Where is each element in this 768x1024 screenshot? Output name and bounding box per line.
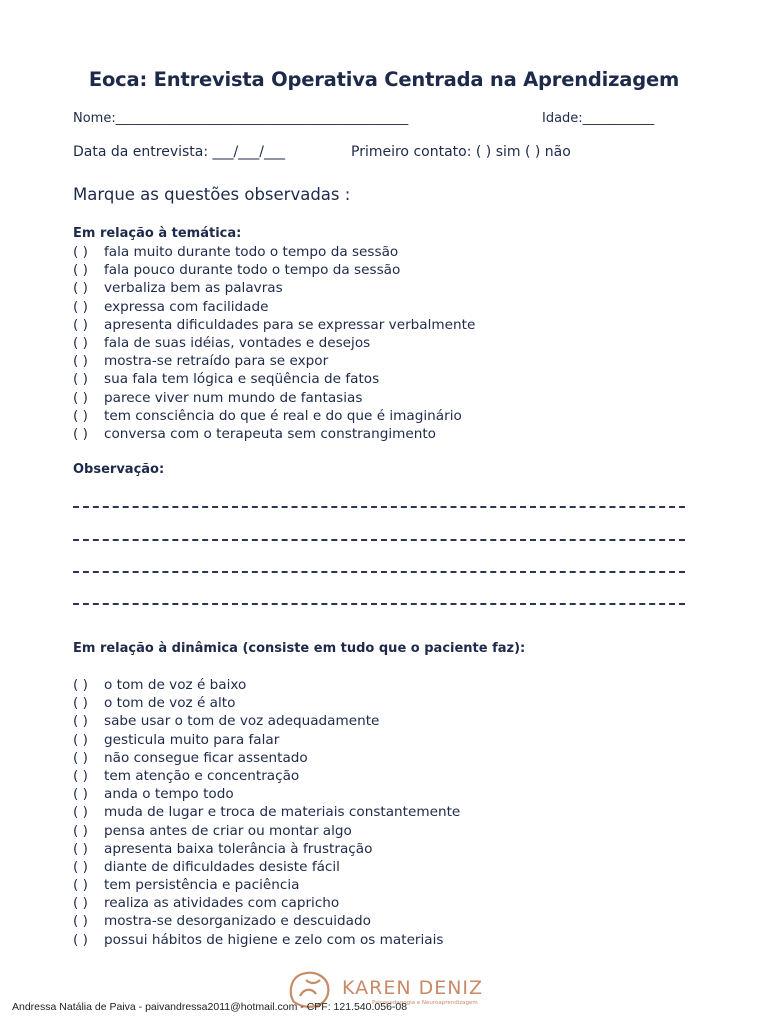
checkbox-mark[interactable]: ( ) (73, 389, 88, 406)
checkbox-mark[interactable]: ( ) (73, 407, 88, 424)
instruction-text: Marque as questões observadas : (73, 185, 351, 204)
checkbox-mark[interactable]: ( ) (73, 749, 88, 766)
checkbox-mark[interactable]: ( ) (73, 262, 88, 279)
checkbox-mark[interactable]: ( ) (73, 371, 88, 388)
checkbox-mark[interactable]: ( ) (73, 895, 88, 912)
observacao-line (73, 539, 685, 541)
checkbox-mark[interactable]: ( ) (73, 786, 88, 803)
page-title: Eoca: Entrevista Operativa Centrada na Aprendizagem (88, 68, 680, 91)
checklist-item-label: fala de suas idéias, vontades e desejos (104, 334, 371, 351)
checkbox-mark[interactable]: ( ) (73, 840, 88, 857)
checkbox-mark[interactable]: ( ) (73, 316, 88, 333)
checklist-item (73, 785, 460, 803)
checklist-item (73, 694, 460, 712)
checkbox-mark[interactable]: ( ) (73, 334, 88, 351)
checklist-item (73, 803, 460, 821)
checklist-item (73, 931, 460, 949)
primeiro-contato-field: Primeiro contato: ( ) sim ( ) não (351, 144, 571, 160)
checklist-item-label: diante de dificuldades desiste fácil (104, 858, 340, 875)
checklist-item-label: o tom de voz é baixo (104, 677, 247, 693)
idade-field: Idade:___________ (542, 111, 655, 126)
checklist-item (73, 712, 460, 730)
checklist-item (73, 298, 475, 316)
checklist-item-label: possui hábitos de higiene e zelo com os materiais (104, 931, 444, 948)
checklist-item-label: o tom de voz é alto (104, 695, 236, 712)
checklist-item (73, 731, 460, 749)
checklist-item (73, 767, 460, 785)
tematica-list (73, 243, 475, 443)
observacao-line (73, 603, 685, 605)
checklist-item (73, 840, 460, 858)
observacao-line (73, 506, 685, 508)
checklist-item (73, 370, 475, 388)
checkbox-mark[interactable]: ( ) (73, 913, 88, 930)
checkbox-mark[interactable]: ( ) (73, 713, 88, 730)
checklist-item-label: tem persistência e paciência (104, 877, 300, 894)
logo-name: KAREN DENIZ (342, 977, 484, 999)
checkbox-mark[interactable]: ( ) (73, 877, 88, 894)
checkbox-mark[interactable]: ( ) (73, 804, 88, 821)
checklist-item (73, 352, 475, 370)
checkbox-mark[interactable]: ( ) (73, 353, 88, 370)
checklist-item-label: apresenta dificuldades para se expressar verbalmente (104, 316, 476, 333)
checklist-item (73, 822, 460, 840)
checklist-item (73, 243, 475, 261)
checklist-item (73, 425, 475, 443)
checklist-item (73, 279, 475, 297)
checklist-item-label: mostra-se desorganizado e descuidado (104, 913, 371, 930)
checklist-item (73, 334, 475, 352)
checklist-item-label: sua fala tem lógica e seqüência de fatos (104, 371, 380, 388)
dinamica-heading: Em relação à dinâmica (consiste em tudo que o paciente faz): (73, 641, 526, 656)
checklist-item (73, 407, 475, 425)
checklist-item-label: fala muito durante todo o tempo da sessão (104, 244, 399, 260)
checkbox-mark[interactable]: ( ) (73, 280, 88, 297)
checklist-item (73, 858, 460, 876)
checkbox-mark[interactable]: ( ) (73, 931, 88, 948)
checklist-item-label: tem atenção e concentração (104, 767, 300, 784)
checklist-item-label: parece viver num mundo de fantasias (104, 389, 363, 406)
checklist-item (73, 912, 460, 930)
checklist-item-label: muda de lugar e troca de materiais constantemente (104, 804, 461, 821)
checkbox-mark[interactable]: ( ) (73, 695, 88, 712)
checklist-item-label: pensa antes de criar ou montar algo (104, 822, 352, 839)
checklist-item (73, 261, 475, 279)
checklist-item (73, 894, 460, 912)
checklist-item-label: realiza as atividades com capricho (104, 895, 340, 912)
checklist-item-label: apresenta baixa tolerância à frustração (104, 840, 373, 857)
checklist-item (73, 676, 460, 694)
checklist-item (73, 316, 475, 334)
data-entrevista-field: Data da entrevista: ___/___/___ (73, 144, 285, 160)
checklist-item-label: fala pouco durante todo o tempo da sessão (104, 262, 401, 279)
checklist-item-label: expressa com facilidade (104, 298, 269, 315)
checklist-item-label: verbaliza bem as palavras (104, 280, 283, 297)
logo-subtitle: Psicopedagogia e Neuroaprendizagem (372, 1000, 478, 1006)
checklist-item (73, 876, 460, 894)
tematica-heading: Em relação à temática: (73, 226, 242, 241)
checklist-item-label: tem consciência do que é real e do que é imaginário (104, 407, 462, 424)
checkbox-mark[interactable]: ( ) (73, 822, 88, 839)
checkbox-mark[interactable]: ( ) (73, 244, 88, 260)
checklist-item-label: anda o tempo todo (104, 786, 234, 803)
checkbox-mark[interactable]: ( ) (73, 425, 88, 442)
observacao-line (73, 571, 685, 573)
checklist-item (73, 389, 475, 407)
checkbox-mark[interactable]: ( ) (73, 767, 88, 784)
checklist-item-label: não consegue ficar assentado (104, 749, 308, 766)
checklist-item-label: mostra-se retraído para se expor (104, 353, 329, 370)
checklist-item-label: gesticula muito para falar (104, 731, 280, 748)
checkbox-mark[interactable]: ( ) (73, 677, 88, 693)
checklist-item (73, 749, 460, 767)
observacao-heading: Observação: (73, 462, 165, 477)
checklist-item-label: sabe usar o tom de voz adequadamente (104, 713, 380, 730)
checkbox-mark[interactable]: ( ) (73, 298, 88, 315)
footer-text: Andressa Natália de Paiva - paivandressa2011@hotmail.com - CPF: 121.540.056-08 (12, 1001, 408, 1013)
checklist-item-label: conversa com o terapeuta sem constrangimento (104, 425, 436, 442)
checkbox-mark[interactable]: ( ) (73, 858, 88, 875)
dinamica-list (73, 676, 460, 949)
checkbox-mark[interactable]: ( ) (73, 731, 88, 748)
nome-field: Nome:_____________________________________________ (73, 111, 409, 126)
